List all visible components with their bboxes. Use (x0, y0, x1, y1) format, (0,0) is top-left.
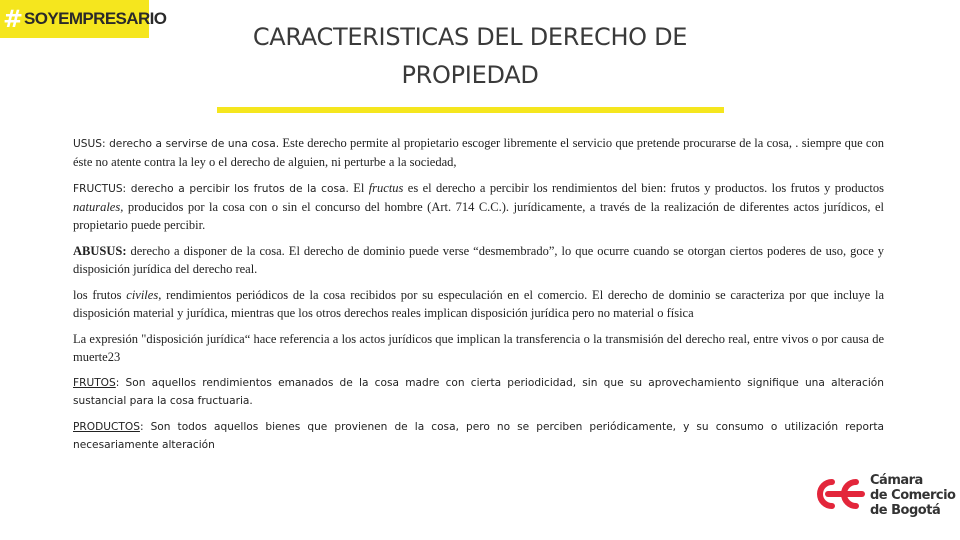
paragraph-expresion (73, 330, 884, 366)
paragraph-frutos-civiles (73, 286, 884, 322)
paragraph-productos (73, 418, 884, 454)
abusus-term: ABUSUS: (73, 244, 127, 258)
ccb-line-1: Cámara (870, 473, 923, 488)
civiles-italic: civiles, (126, 288, 162, 302)
frutos-term: FRUTOS (73, 377, 116, 389)
title-line-1: CARACTERISTICAS DEL DERECHO DE (252, 23, 688, 51)
abusus-text: derecho a disponer de la cosa. El derecho de dominio puede verse “desmembrado”, lo que ocurre cuando se otorgan ciertos poderes de uso, goce y disposición jurídica del derecho real. (73, 244, 884, 276)
productos-term: PRODUCTOS (73, 421, 140, 433)
ccb-line-2: de Comercio (870, 488, 956, 503)
usus-term: USUS: derecho a servirse de una cosa. (73, 138, 280, 150)
productos-text: : Son todos aquellos bienes que provienen de la cosa, pero no se perciben periódicamente, y su consumo o utilización reporta necesariamente alteración (73, 421, 884, 451)
fructus-text-4: jurídicamente, (513, 200, 586, 214)
title-line-2: PROPIEDAD (401, 61, 539, 89)
paragraph-fructus (73, 179, 884, 234)
fructus-italic-1: fructus (368, 181, 404, 195)
ccb-emblem-icon (810, 474, 866, 514)
fructus-term: FRUCTUS: derecho a percibir los frutos de la cosa. (73, 183, 349, 195)
page-title (200, 18, 740, 94)
camara-comercio-logo (810, 470, 956, 520)
fructus-italic-2: naturales, (73, 200, 124, 214)
hashtag-word: SOYEMPRESARIO (24, 9, 167, 28)
fructus-text-2: es el derecho a percibir los rendimientos del bien: frutos y productos. los frutos y productos (403, 181, 885, 195)
title-underline (217, 107, 724, 113)
fructus-text-1: El (348, 181, 369, 195)
fructus-text-5: a través de la realización de diferentes actos jurídicos, el propietario puede percibir. (73, 200, 885, 232)
expresion-text: La expresión "disposición jurídica“ hace referencia a los actos jurídicos que implican la transferencia o la transmisión del derecho real, entre vivos o por causa de muerte23 (73, 332, 884, 364)
frutos-text: : Son aquellos rendimientos emanados de la cosa madre con cierta periodicidad, sin que su aprovechamiento signifique una alteración sustancial para la cosa fructuaria. (73, 377, 884, 407)
paragraph-frutos (73, 374, 884, 410)
fructus-text-3: producidos por la cosa con o sin el concurso del hombre (Art. 714 C.C.). (123, 200, 514, 214)
paragraph-abusus (73, 242, 884, 278)
civiles-text-2: rendimientos periódicos de la cosa recibidos por su especulación en el comercio. El derecho de dominio se caracteriza por que incluye la disposición material y jurídica, mientras que los otros derechos reales implican disposición jurídica pero no material o física (73, 288, 885, 320)
paragraph-usus (73, 134, 884, 171)
usus-text: Este derecho permite al propietario escoger libremente el servicio que pretende procurarse de la cosa, . siempre que con éste no atente contra la ley o el derecho de alguien, ni perturbe a la sociedad, (73, 136, 884, 169)
ccb-line-3: de Bogotá (870, 503, 941, 518)
ccb-name (870, 473, 960, 518)
hashtag-symbol: # (3, 5, 23, 33)
content-body (73, 134, 884, 462)
civiles-text-1: los frutos (73, 288, 127, 302)
soyempresario-logo (0, 0, 167, 38)
